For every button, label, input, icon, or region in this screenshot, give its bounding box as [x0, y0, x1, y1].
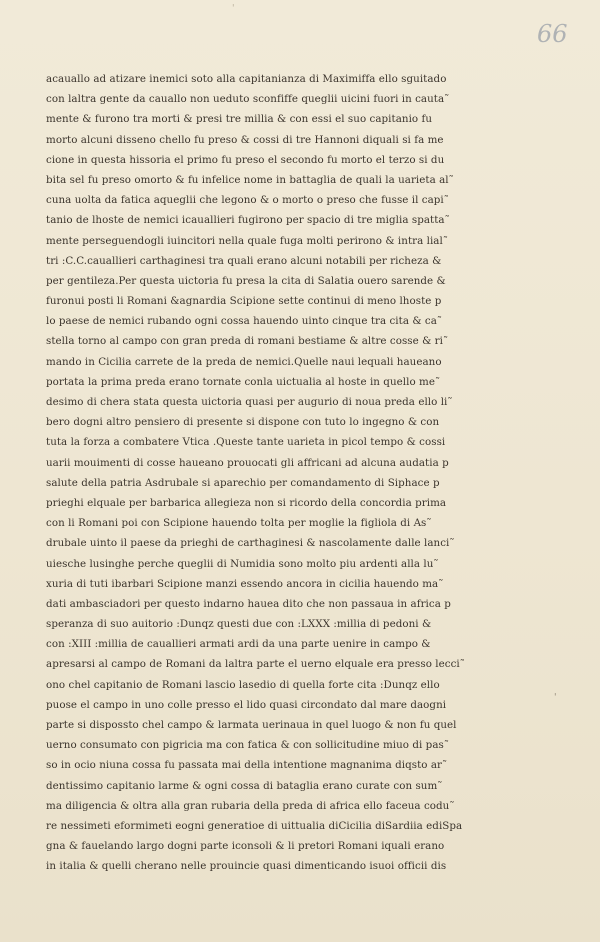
text-line: drubale uinto il paese da prieghi de carthaginesi & nascolamente dalle lanci˜ — [46, 537, 455, 550]
text-line: mando in Cicilia carrete de la preda de nemici.Quelle naui lequali haueano — [46, 355, 442, 368]
text-line: speranza di suo auitorio :Dunqz questi due con :LXXX :millia di pedoni & — [46, 618, 432, 631]
text-line: con :XIII :millia de cauallieri armati ardi da una parte uenire in campo & — [46, 638, 431, 651]
text-line: uarii mouimenti di cosse haueano prouocati gli affricani ad alcuna audatia p — [46, 456, 449, 469]
text-line: xuria di tuti ibarbari Scipione manzi essendo ancora in cicilia hauendo ma˜ — [46, 577, 444, 590]
text-line: cuna uolta da fatica aqueglii che legono & o morto o preso che fusse il capi˜ — [46, 194, 449, 207]
text-line: uiesche lusinghe perche queglii di Numidia sono molto piu ardenti alla lu˜ — [46, 557, 439, 570]
text-line: bita sel fu preso omorto & fu infelice nome in battaglia de quali la uarieta al˜ — [46, 173, 454, 186]
text-line: desimo di chera stata questa uictoria quasi per augurio di noua preda ello li˜ — [46, 396, 453, 408]
text-body — [46, 69, 516, 877]
text-line: apresarsi al campo de Romani da laltra parte el uerno elquale era presso lecci˜ — [46, 658, 465, 671]
text-line: acauallo ad atizare inemici soto alla capitanianza di Maximiffa ello sguitado — [46, 73, 447, 85]
page-number: 66 — [537, 20, 568, 48]
margin-mark-top: ' — [232, 4, 235, 14]
text-line: dati ambasciadori per questo indarno hauea dito che non passaua in africa p — [46, 597, 451, 610]
text-line: tuta la forza a combatere Vtica .Queste tante uarieta in picol tempo & cossi — [46, 436, 446, 449]
text-line: uerno consumato con pigricia ma con fatica & con sollicitudine miuo di pas˜ — [46, 739, 450, 752]
text-line: so in ocio niuna cossa fu passata mai della intentione magnanima diqsto ar˜ — [46, 759, 448, 772]
text-line: morto alcuni disseno chello fu preso & cossi di tre Hannoni diquali si fa me — [46, 133, 444, 146]
text-line: cione in questa hissoria el primo fu preso el secondo fu morto el terzo si du — [46, 153, 445, 166]
text-line: per gentileza.Per questa uictoria fu presa la cita di Salatia ouero sarende & — [46, 274, 446, 287]
margin-mark-right: ' — [554, 693, 557, 703]
text-line: ma diligencia & oltra alla gran rubaria della preda di africa ello faceua codu˜ — [46, 799, 455, 812]
text-line: tanio de lhoste de nemici icauallieri fugirono per spacio di tre miglia spatta˜ — [46, 214, 450, 227]
text-line: tri :C.C.cauallieri carthaginesi tra quali erano alcuni notabili per richeza & — [46, 254, 442, 267]
text-line: portata la prima preda erano tornate conla uictualia al hoste in quello me˜ — [46, 375, 441, 388]
text-line: lo paese de nemici rubando ogni cossa hauendo uinto cinque tra cita & ca˜ — [46, 315, 443, 328]
text-line: dentissimo capitanio larme & ogni cossa di bataglia erano curate con sum˜ — [46, 779, 443, 792]
text-line: bero dogni altro pensiero di presente si dispone con tuto lo ingegno & con — [46, 416, 440, 429]
text-line: gna & fauelando largo dogni parte iconsoli & li pretori Romani iquali erano — [46, 840, 445, 853]
text-line: furonui posti li Romani &agnardia Scipione sette continui di meno lhoste p — [46, 295, 442, 308]
text-line: prieghi elquale per barbarica allegieza non si ricordo della concordia prima — [46, 496, 447, 509]
text-line: stella torno al campo con gran preda di romani bestiame & altre cosse & ri˜ — [46, 335, 449, 348]
text-line: salute della patria Asdrubale si aparechio per comandamento di Siphace p — [46, 476, 440, 489]
text-line: mente & furono tra morti & presi tre millia & con essi el suo capitanio fu — [46, 113, 433, 126]
text-line: con li Romani poi con Scipione hauendo tolta per moglie la figliola di As˜ — [46, 517, 432, 530]
text-line: puose el campo in uno colle presso el lido quasi circondato dal mare daogni — [46, 698, 447, 711]
text-line: in italia & quelli cherano nelle prouincie quasi dimenticando isuoi officii dis — [46, 860, 447, 873]
text-line: parte si dispossto chel campo & larmata uerinaua in quel luogo & non fu quel — [46, 719, 457, 731]
text-line: mente perseguendogli iuincitori nella quale fuga molti perirono & intra lial˜ — [46, 234, 449, 247]
text-line: ono chel capitanio de Romani lascio lasedio di quella forte cita :Dunqz ello — [46, 678, 440, 691]
text-line: re nessimeti eformimeti eogni generatioe di uittualia diCicilia diSardiia ediSpa — [46, 819, 463, 832]
text-line: con laltra gente da cauallo non ueduto sconfiffe queglii uicini fuori in cauta˜ — [46, 93, 450, 106]
